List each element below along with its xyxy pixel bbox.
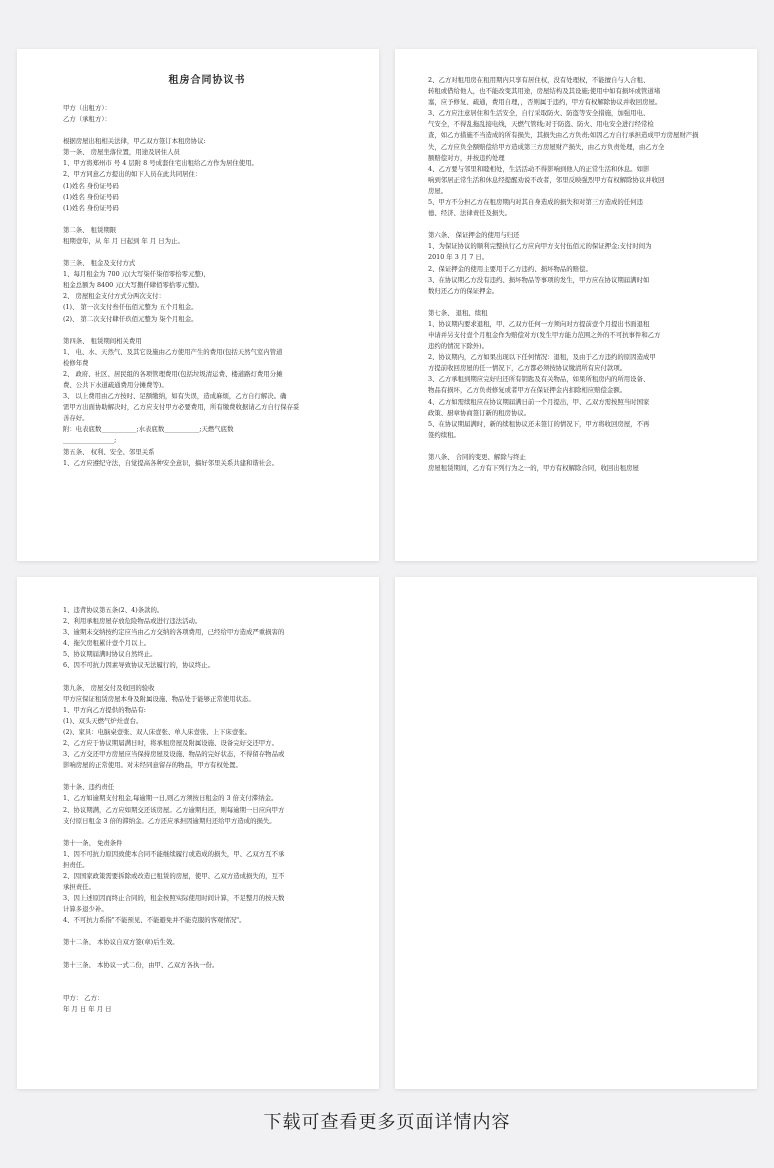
text-line: 4、不可抗力系指"不能预见、不能避免并不能克服的客观情况"。	[63, 916, 246, 925]
text-line: 需甲方出面协助解决时，乙方应支付甲方必要费用，所有缴费收据请乙方自行保存妥	[63, 403, 300, 412]
text-line: 气安全，不得乱拖乱接电线，天燃气管线;对于防盗、防火、用电安全进行经常检	[428, 120, 654, 129]
text-line: 4、拖欠房租累计壹个月以上。	[63, 639, 151, 648]
paragraph-gap	[63, 827, 351, 838]
text-line: 违约的情况下除外)。	[428, 342, 489, 351]
text-line: 甲方应保证租赁房屋本身及附属设施、物品处于能够正常使用状态。	[63, 694, 255, 703]
text-line: 年 月 日 年 月 日	[63, 1004, 112, 1013]
paragraph-gap	[428, 441, 731, 452]
text-line: 租金总额为 8400 元(大写捌仟肆佰零拾零元整)。	[63, 281, 204, 290]
text-line: 3、 以上费用由乙方按时、足额缴纳，如有失误，造成麻烦，乙方自行解决。确	[63, 392, 287, 401]
text-line: 2、协议期内，乙方如果出现以下任何情况：退租，及由于乙方违约的原因造成甲	[428, 353, 656, 362]
text-line: 数归还乙方的保证押金。	[428, 286, 499, 295]
text-line: 第七条、 退租、续租	[428, 308, 488, 317]
text-line: 政策、厨章协商签订新的租房协议。	[428, 408, 531, 417]
text-line: 5、在协议期届满时，新的续租协议还未签订的情况下，甲方将收回房屋，不再	[428, 419, 650, 428]
text-line: 甲方（出租方）：	[63, 104, 111, 112]
text-line: 检修年费	[63, 358, 89, 367]
text-line: 第二条、 租赁期限	[63, 225, 117, 234]
text-line: 1、甲方将郑州市 号 4 层附 8 号成套住宅出租给乙方作为居住使用。	[63, 159, 258, 168]
text-line: 第五条、 权利、安全、邻里关系	[63, 447, 155, 456]
text-line: 3、在协议期乙方没有违约、损坏物品等事项的发生，甲方应在协议期届满时如	[428, 275, 650, 284]
text-line: 2010 年 3 月 7 日。	[428, 253, 489, 262]
text-line: 第十二条、 本协议自双方签(章)后生效。	[63, 938, 179, 947]
text-line: (2)、 第二次支付肆仟玖佰元整为 柒个月租金。	[63, 314, 198, 323]
text-line: 塞，应予修复、疏通，费用自理，，否则属于违约，甲方有权解除协议并收回房屋。	[428, 98, 662, 107]
text-line: 1、乙方应遵纪守法，自觉提高各种安全意识，搞好邻里关系共建和谐社会。	[63, 458, 278, 467]
text-line: 1、因不可抗力原因致使本合同不能继续履行或造成的损失，甲、乙双方互不承	[63, 849, 285, 858]
text-line: 1、协议期内要求退租，甲、乙双方任何一方须向对方提前壹个月提出书面退租	[428, 319, 650, 328]
text-line: 租期壹年，从 年 月 日起到 年 月 日为止。	[63, 236, 184, 245]
text-line: 善存好。	[63, 414, 89, 423]
text-line: 3、因上述原因而终止合同的，租金按照实际使用时间计算，不足整月的按天数	[63, 894, 285, 903]
text-line: 响到邻居正常生活和休息经提醒劝说不改者，邻里反映强烈甲方有权解除协议并收回	[428, 175, 665, 184]
text-line: 2、乙方应于协议期届满日时，将承租房屋及附属设施、设备完好交还甲方。	[63, 739, 278, 748]
text-line: (1)、 第一次支付叁仟伍佰元整为 五个月租金。	[63, 303, 198, 312]
text-line: 第三条、 租金及支付方式	[63, 259, 136, 268]
text-line: 费、公共下水道疏通费用分摊费等)。	[63, 380, 168, 389]
text-line: 1、违背协议第五条(2、4)条款的。	[63, 606, 164, 614]
text-line: 签约续租。	[428, 430, 460, 439]
text-line: 德、经济、法律责任及损失。	[428, 209, 512, 218]
text-line: 1、乙方如逾期支付租金,每逾期一日,则乙方须按日租金的 3 倍支付滞纳金。	[63, 794, 278, 803]
text-line: (1)姓名 身份证号码	[63, 203, 119, 212]
text-line: 第十一条、 免责条件	[63, 838, 123, 847]
paragraph-gap	[63, 771, 351, 782]
text-line: ________________;	[63, 436, 117, 445]
text-line: 2、乙方对租用房在租用期内只享有居住权，没有处理权，不能擅自与人合租、	[428, 76, 650, 84]
text-line: 5、协议期届满时协议自然终止。	[63, 650, 157, 659]
text-line: 4、乙方要与邻里和睦相处，生活活动不得影响到他人的正常生活和休息。如影	[428, 164, 650, 173]
text-line: 担责任。	[63, 860, 89, 869]
text-line: 计算多退少补。	[63, 905, 108, 914]
text-line: 支付原日租金 3 倍的滞纳金。乙方还应承担因逾期归还给甲方造成的损失。	[63, 816, 276, 825]
text-line: 甲方： 乙方：	[63, 993, 104, 1002]
text-line: 2、协议期满，乙方应如期交还该房屋。乙方逾期归还，则每逾期一日应向甲方	[63, 805, 285, 814]
text-line: 乙方（承租方）：	[63, 115, 111, 124]
text-line: 影响房屋的正常使用。对未经同意留存的物品，甲方有权处置。	[63, 761, 242, 770]
text-line: 第四条、 租赁期间相关费用	[63, 336, 142, 345]
document-page-4-blank	[395, 577, 757, 1089]
text-line: 房屋租赁期间，乙方有下列行为之一的，甲方有权解除合同，收回出租房屋	[428, 464, 639, 472]
text-line: 1、甲方向乙方提供的物品有:	[63, 705, 146, 714]
paragraph-gap	[428, 297, 731, 308]
page-1-text	[63, 103, 351, 469]
text-line: 承担责任。	[63, 883, 95, 892]
text-line: 第一条、 房屋坐落位置，用途及居住人员	[63, 148, 181, 157]
text-line: 2、因国家政策需要拆除或改造已租赁的房屋，使甲、乙双方造成损失的，互不	[63, 871, 285, 880]
text-line: 3、乙方承租到期应完好归还所有钥匙及有关物品，如果所租房内的所用设备、	[428, 375, 650, 384]
text-line: 5、甲方不分担乙方在租房期内对其自身造成的损失和对第三方造成的任何违	[428, 198, 643, 207]
paragraph-gap	[63, 982, 351, 993]
text-line: 第六条、 保证押金的使用与归还	[428, 231, 520, 240]
text-line: 第十三条、 本协议一式二份，由甲、乙双方各执一份。	[63, 960, 219, 969]
document-page-2	[395, 49, 757, 561]
text-line: (1)姓名 身份证号码	[63, 192, 119, 201]
paragraph-gap	[63, 247, 351, 258]
text-line: 2、 房屋租金支付方式分两次支付：	[63, 292, 165, 301]
text-line: 2、利用承租房屋存放危险物品或进行违法活动。	[63, 617, 202, 626]
paragraph-gap	[63, 214, 351, 225]
document-title: 租房合同协议书	[168, 75, 246, 86]
text-line: 3、逾期未交纳按约定应当由乙方交纳的各项费用，已经给甲方造成严重损害的	[63, 628, 285, 637]
paragraph-gap	[63, 971, 351, 982]
text-line: 第八条、 合同的变更、解除与终止	[428, 452, 526, 461]
text-line: 第十条、违约责任	[63, 783, 115, 792]
page-3-text	[63, 605, 351, 1015]
text-line: 方提前收回房屋的任一情况下，乙方都必须按协议缴清所有应付款项。	[428, 364, 627, 373]
text-line: 3、乙方应注意居住和生活安全，自行采取防火、防盗等安全措施，加强用电、	[428, 109, 650, 118]
text-line: 申请并另支付壹个月租金作为赔偿对方(发生甲方能力范围之外的不可抗事件和乙方	[428, 330, 661, 339]
text-line: 2、甲方同意乙方提出的如下人员在此共同居住：	[63, 170, 202, 179]
text-line: (1)姓名 身份证号码	[63, 181, 119, 190]
paragraph-gap	[63, 926, 351, 937]
download-more-caption[interactable]: 下载可查看更多页面详情内容	[263, 1112, 511, 1133]
page-2-text	[428, 75, 731, 474]
text-line: 根据房屋出租相关法律，甲乙双方签订本租房协议:	[63, 137, 206, 146]
paragraph-gap	[63, 125, 351, 136]
text-line: 1、 电、水、天然气、及其它设施由乙方使用产生的费用(包括天然气室内管道	[63, 347, 283, 356]
text-line: 附：电表底数___________;水表底数___________;天燃气底数	[63, 425, 234, 434]
text-line: 查，如乙方措施不当造成的所有损失，其损失由乙方负责;如因乙方自行承担造成甲方房屋财产损	[428, 131, 699, 140]
text-line: 失，乙方应负全额赔偿给甲方造成第三方房屋财产损失，由乙方负责处理，由乙方全	[428, 142, 665, 151]
text-line: 转租或借给他人，也不能改变其用途，房屋结构及其设施;使用中如有损坏或管道堵	[428, 87, 661, 96]
text-line: (1)、双头天燃气炉灶壹台。	[63, 716, 143, 725]
text-line: 1、为保证协议的顺利完整执行乙方应向甲方支付伍佰元的保证押金;支付时间为	[428, 242, 652, 251]
text-line: 2、 政府、社区、居民组的各项管理费用(包括垃圾清运费、楼道路灯费用分摊	[63, 369, 283, 378]
text-line: 4、乙方如需续租应在协议期届满日前一个月提出，甲、乙双方需按照当时国家	[428, 397, 650, 406]
paragraph-gap	[63, 672, 351, 683]
text-line: 房屋。	[428, 186, 448, 195]
text-line: 6、因不可抗力因素导致协议无法履行的，协议终止。	[63, 661, 215, 670]
paragraph-gap	[428, 219, 731, 230]
text-line: (2)、家具：电脑桌壹张、双人床壹张、单人床壹张、上下床壹张。	[63, 727, 251, 736]
text-line: 第九条、 房屋交付及收回的验收	[63, 683, 155, 692]
text-line: 额赔偿对方，并按违约处理	[428, 153, 505, 162]
text-line: 物品有损坏，乙方负责修复或者甲方在保证押金内扣除相应赔偿金额。	[428, 386, 627, 395]
document-page-3	[17, 577, 379, 1089]
text-line: 2、保证押金的使用主要用于乙方违约、损坏物品的赔偿。	[428, 264, 592, 273]
paragraph-gap	[63, 949, 351, 960]
text-line: 1、每月租金为 700 元(大写柒仟柒佰零拾零元整)，	[63, 270, 210, 279]
paragraph-gap	[63, 325, 351, 336]
text-line: 3、乙方交还甲方房屋应当保持房屋及设施、物品的完好状态，不得留存物品或	[63, 750, 285, 759]
document-page-1	[17, 49, 379, 561]
